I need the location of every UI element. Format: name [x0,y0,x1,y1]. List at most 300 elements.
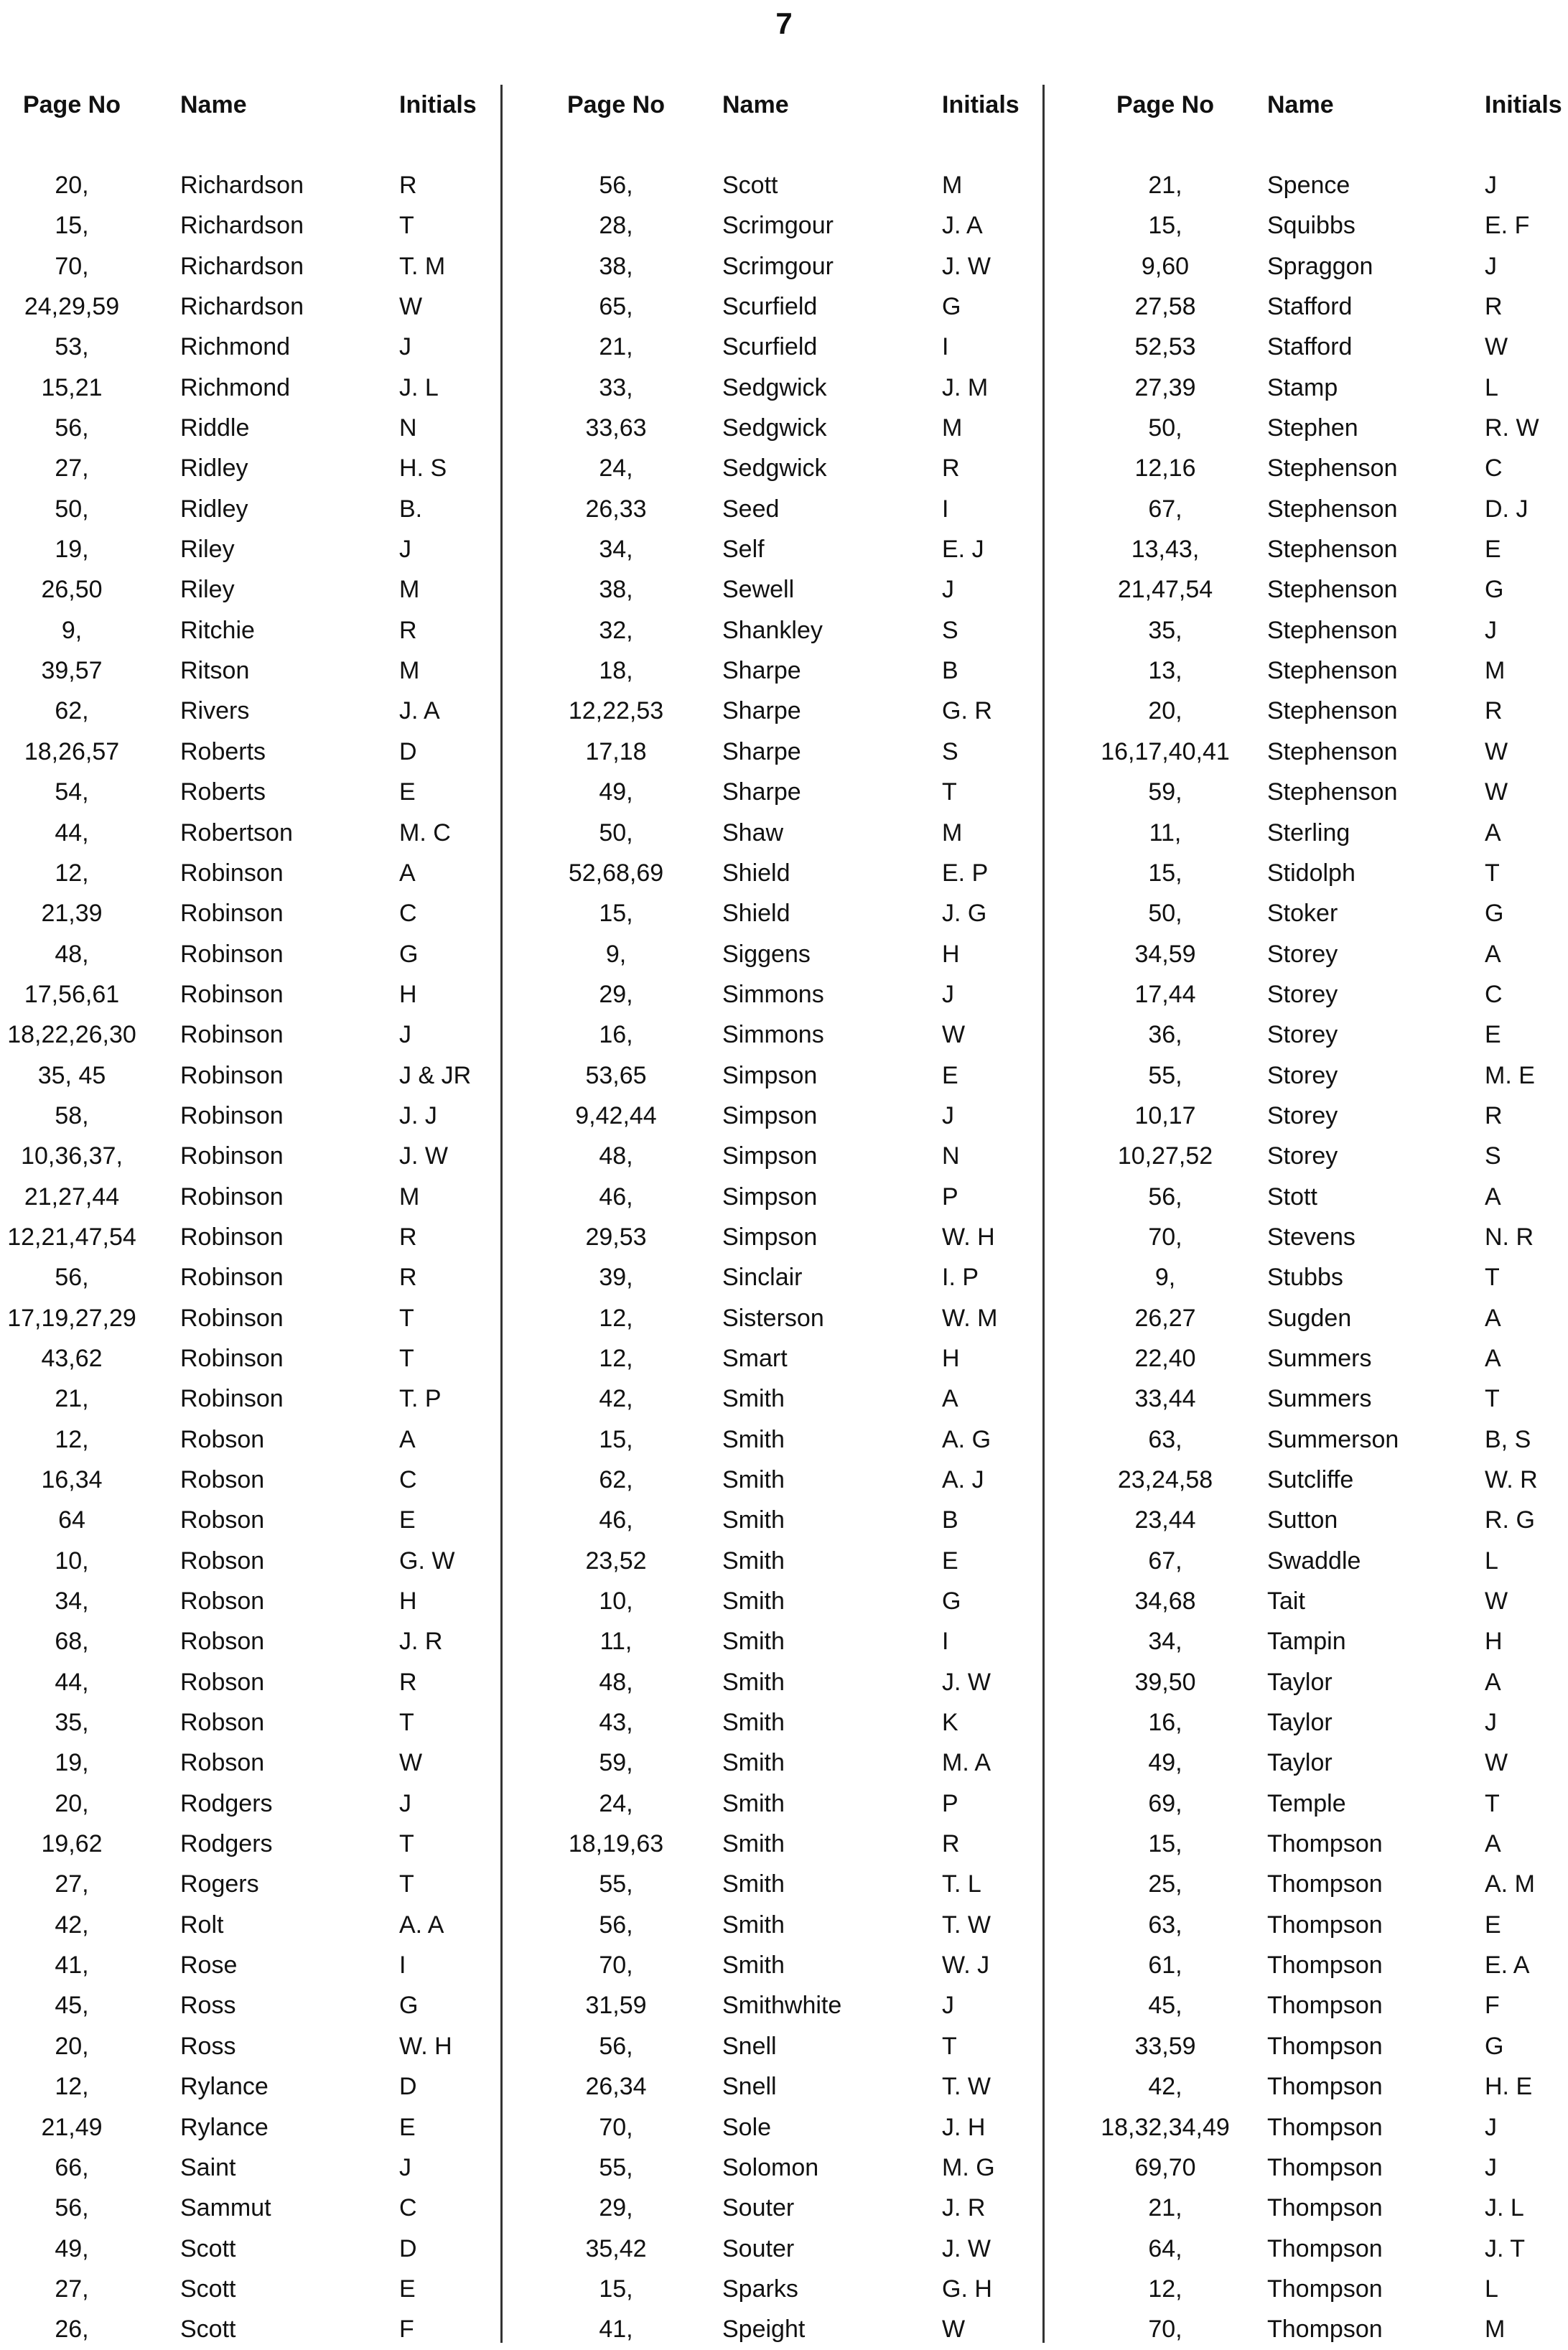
entry-page-numbers: 27,39 [1134,373,1196,401]
entry-initials: T. P [399,1385,442,1413]
entry-page-numbers: 21, [599,333,633,361]
index-entry-row [530,1338,1047,1379]
entry-surname: Sterling [1267,819,1350,847]
entry-page-numbers: 18,19,63 [568,1830,664,1858]
entry-surname: Souter [722,2234,795,2262]
entry-initials: C [399,1466,417,1493]
entry-surname: Smith [722,1870,785,1898]
entry-initials: J. J [399,1101,437,1129]
entry-initials: D. J [1485,495,1529,523]
index-entry-row [1068,934,1568,974]
index-entry-row [530,2107,1047,2148]
entry-initials: C [399,2194,417,2222]
index-entry-row [1068,448,1568,488]
index-entry-row [1068,1136,1568,1176]
entry-initials: A [1485,1344,1501,1372]
entry-surname: Stephenson [1267,536,1398,564]
index-entry-row [530,1257,1047,1297]
index-entry-row [530,165,1047,205]
index-entry-row [530,772,1047,812]
entry-surname: Smithwhite [722,1992,842,2020]
entry-initials: P [942,1183,958,1211]
index-entry-row [1068,2026,1568,2066]
index-entry-row [530,408,1047,448]
header-name: Name [722,91,789,118]
index-entry-row [530,1662,1047,1702]
entry-initials: E. P [942,859,989,887]
entry-surname: Rolt [180,1911,224,1939]
index-column-2 [530,85,1047,2344]
entry-page-numbers: 41, [55,1952,89,1980]
entry-page-numbers: 59, [1148,778,1182,806]
index-entry-row [0,286,503,327]
entry-surname: Stephenson [1267,697,1398,725]
entry-page-numbers: 22,40 [1134,1344,1196,1372]
entry-page-numbers: 21,47,54 [1117,576,1213,604]
entry-surname: Stott [1267,1183,1317,1211]
entry-surname: Richardson [180,212,304,240]
entry-page-numbers: 11, [1149,819,1182,847]
entry-initials: T. M [399,252,446,280]
index-entry-row [0,1015,503,1055]
entry-surname: Robinson [180,1223,284,1251]
entry-initials: W [1485,1587,1508,1615]
entry-initials: R [1485,697,1503,725]
entry-surname: Storey [1267,1061,1338,1089]
entry-initials: N [942,1142,960,1170]
entry-initials: J [942,1101,954,1129]
index-entry-row [530,1945,1047,1985]
entry-initials: T [942,2032,957,2060]
index-entry-row [1068,974,1568,1015]
entry-page-numbers: 36, [1148,1021,1182,1049]
entry-surname: Summers [1267,1344,1372,1372]
entry-page-numbers: 48, [599,1142,633,1170]
entry-initials: J. G [942,900,987,928]
index-entry-row [0,165,503,205]
entry-initials: T [399,1830,414,1858]
entry-initials: J [399,2153,411,2181]
entry-surname: Robson [180,1709,265,1737]
entry-initials: L [1485,1547,1498,1575]
entry-page-numbers: 49, [599,778,633,806]
entry-initials: J. T [1485,2234,1526,2262]
entry-page-numbers: 38, [599,576,633,604]
entry-page-numbers: 53,65 [585,1061,647,1089]
entry-page-numbers: 69,70 [1134,2153,1196,2181]
entry-surname: Tait [1267,1587,1305,1615]
entry-initials: M [1485,657,1506,685]
entry-surname: Stephen [1267,414,1358,442]
entry-initials: A [399,859,416,887]
entry-initials: T [399,212,414,240]
entry-page-numbers: 21, [55,1385,89,1413]
header-page-no: Page No [1116,91,1215,118]
entry-surname: Smith [722,1709,785,1737]
entry-page-numbers: 9, [605,940,627,968]
entry-page-numbers: 52,53 [1134,333,1196,361]
index-entry-row [1068,651,1568,691]
entry-page-numbers: 23,52 [585,1547,647,1575]
entry-initials: G [942,293,961,321]
entry-page-numbers: 10, [55,1547,89,1575]
entry-surname: Rodgers [180,1830,273,1858]
index-entry-row [0,1217,503,1257]
page-number: 7 [775,6,793,40]
index-entry-row [530,1460,1047,1500]
entry-initials: M [399,1183,420,1211]
entry-page-numbers: 70, [1148,1223,1182,1251]
entry-surname: Sharpe [722,778,801,806]
entry-surname: Sisterson [722,1304,824,1332]
entry-surname: Simpson [722,1183,818,1211]
index-entry-row [0,1298,503,1338]
entry-surname: Shield [722,900,790,928]
entry-initials: A [1485,1183,1501,1211]
entry-initials: N [399,414,417,442]
entry-page-numbers: 19, [55,536,89,564]
entry-surname: Scott [180,2234,236,2262]
index-entry-row [1068,1945,1568,1985]
entry-surname: Sedgwick [722,454,827,482]
entry-initials: A. J [942,1466,984,1493]
index-entry-row [1068,327,1568,367]
entry-surname: Stephenson [1267,737,1398,765]
entry-surname: Ross [180,2032,236,2060]
entry-surname: Riley [180,576,235,604]
entry-page-numbers: 70, [1148,2316,1182,2344]
entry-page-numbers: 12, [599,1344,633,1372]
entry-surname: Saint [180,2153,236,2181]
entry-initials: R. W [1485,414,1539,442]
entry-page-numbers: 24, [599,1789,633,1817]
index-entry-row [0,489,503,529]
index-entry-row [0,1784,503,1824]
entry-surname: Taylor [1267,1668,1333,1696]
entry-page-numbers: 35, [1148,616,1182,644]
entry-surname: Simpson [722,1142,818,1170]
entry-initials: K [942,1709,958,1737]
entry-initials: J [1485,616,1497,644]
entry-initials: R [399,1223,417,1251]
entry-page-numbers: 39, [599,1264,633,1292]
entry-initials: W [1485,333,1508,361]
entry-page-numbers: 23,44 [1134,1506,1196,1534]
index-entry-row [0,1460,503,1500]
index-entry-row [1068,691,1568,731]
entry-page-numbers: 21,27,44 [24,1183,120,1211]
entry-initials: G [1485,2032,1504,2060]
entry-initials: B [942,1506,958,1534]
entry-surname: Shaw [722,819,784,847]
index-entry-row [530,2229,1047,2269]
index-entry-row [0,1379,503,1419]
entry-initials: T. W [942,2073,991,2101]
entry-initials: H. E [1485,2073,1533,2101]
entry-page-numbers: 46, [599,1183,633,1211]
entry-surname: Thompson [1267,1830,1383,1858]
entry-surname: Robinson [180,940,284,968]
index-entry-row [1068,569,1568,610]
index-entry-row [1068,853,1568,893]
entry-page-numbers: 45, [55,1992,89,2020]
index-entry-row [1068,1055,1568,1096]
index-entry-row [1068,489,1568,529]
entry-page-numbers: 12,16 [1134,454,1196,482]
entry-surname: Scurfield [722,333,818,361]
entry-initials: W. M [942,1304,998,1332]
index-entry-row [0,327,503,367]
entry-initials: M. A [942,1749,991,1777]
entry-surname: Stamp [1267,373,1338,401]
entry-page-numbers: 20, [55,2032,89,2060]
entry-page-numbers: 15, [1148,1830,1182,1858]
index-entry-row [0,651,503,691]
entry-surname: Roberts [180,778,266,806]
entry-page-numbers: 39,50 [1134,1668,1196,1696]
entry-initials: J [399,1021,411,1049]
entry-page-numbers: 46, [599,1506,633,1534]
entry-initials: R. G [1485,1506,1535,1534]
entry-page-numbers: 68, [55,1628,89,1656]
index-entry-row [1068,1460,1568,1500]
entry-surname: Smith [722,1749,785,1777]
header-name: Name [180,91,247,118]
entry-page-numbers: 12,21,47,54 [7,1223,136,1251]
entry-initials: T [399,1344,414,1372]
index-entry-row [1068,1621,1568,1661]
index-entry-row [530,2188,1047,2228]
index-entry-row [0,1621,503,1661]
entry-page-numbers: 50, [1148,414,1182,442]
entry-surname: Summers [1267,1385,1372,1413]
header-page-no: Page No [22,91,121,118]
entry-page-numbers: 27, [55,1870,89,1898]
entry-surname: Richmond [180,373,291,401]
entry-initials: R [399,1668,417,1696]
entry-surname: Stoker [1267,900,1338,928]
entry-page-numbers: 55, [1148,1061,1182,1089]
entry-initials: J. L [1485,2194,1524,2222]
entry-initials: G [399,1992,419,2020]
entry-page-numbers: 24,29,59 [24,293,120,321]
entry-initials: J. L [399,373,439,401]
entry-page-numbers: 34,68 [1134,1587,1196,1615]
index-entry-row [1068,813,1568,853]
index-entry-row [530,732,1047,772]
entry-initials: H [399,1587,417,1615]
entry-page-numbers: 13,43, [1131,536,1200,564]
index-entry-row [1068,1702,1568,1743]
entry-page-numbers: 20, [55,1789,89,1817]
entry-initials: B [942,657,958,685]
entry-surname: Roberts [180,737,266,765]
index-entry-row [530,569,1047,610]
entry-initials: J. W [942,2234,991,2262]
entry-initials: W [399,1749,423,1777]
index-entry-row [530,205,1047,246]
entry-page-numbers: 56, [55,414,89,442]
entry-surname: Robinson [180,1183,284,1211]
index-entry-row [1068,205,1568,246]
entry-page-numbers: 13, [1148,657,1182,685]
entry-surname: Smith [722,1425,785,1453]
entry-surname: Simpson [722,1223,818,1251]
entry-surname: Ridley [180,454,248,482]
entry-page-numbers: 27,58 [1134,293,1196,321]
entry-page-numbers: 29,53 [585,1223,647,1251]
entry-initials: J. H [942,2113,986,2141]
entry-initials: C [1485,454,1503,482]
entry-surname: Tampin [1267,1628,1346,1656]
entry-page-numbers: 42, [599,1385,633,1413]
entry-surname: Robinson [180,1344,284,1372]
entry-initials: C [399,900,417,928]
entry-surname: Simpson [722,1101,818,1129]
entry-initials: R [399,1264,417,1292]
column-header-row [1068,85,1568,125]
entry-initials: J. R [942,2194,986,2222]
entry-surname: Robinson [180,1142,284,1170]
index-entry-row [0,569,503,610]
entry-initials: A [1485,819,1501,847]
entry-initials: A [1485,1830,1501,1858]
entry-surname: Shield [722,859,790,887]
entry-initials: I [399,1952,406,1980]
entry-surname: Robson [180,1749,265,1777]
entry-initials: W. R [1485,1466,1538,1493]
entry-page-numbers: 26,34 [585,2073,647,2101]
entry-page-numbers: 9, [61,616,83,644]
entry-surname: Robinson [180,1021,284,1049]
entry-initials: A [1485,940,1501,968]
entry-surname: Sole [722,2113,772,2141]
entry-surname: Stephenson [1267,616,1398,644]
index-entry-row [1068,1338,1568,1379]
index-entry-row [0,1257,503,1297]
entry-surname: Stephenson [1267,657,1398,685]
entry-initials: A. A [399,1911,444,1939]
entry-page-numbers: 24, [599,454,633,482]
index-entry-row [1068,1379,1568,1419]
header-page-no: Page No [566,91,666,118]
entry-surname: Simmons [722,980,824,1008]
entry-initials: G. H [942,2275,992,2303]
index-entry-row [0,813,503,853]
entry-surname: Smith [722,1466,785,1493]
entry-initials: I. P [942,1264,979,1292]
index-entry-row [0,1864,503,1904]
index-entry-row [1068,2066,1568,2107]
entry-initials: E [399,2275,416,2303]
entry-page-numbers: 15, [599,900,633,928]
index-entry-row [530,1985,1047,2025]
entry-page-numbers: 55, [599,2153,633,2181]
entry-initials: H [399,980,417,1008]
entry-surname: Thompson [1267,1992,1383,2020]
index-entry-row [1068,2229,1568,2269]
entry-surname: Rodgers [180,1789,273,1817]
entry-initials: S [1485,1142,1501,1170]
entry-page-numbers: 70, [599,1952,633,1980]
entry-initials: M [942,819,963,847]
entry-surname: Solomon [722,2153,819,2181]
entry-initials: E. F [1485,212,1530,240]
entry-page-numbers: 16,17,40,41 [1101,737,1230,765]
index-entry-row [530,2148,1047,2188]
index-entry-row [1068,1298,1568,1338]
entry-initials: N. R [1485,1223,1534,1251]
entry-surname: Stafford [1267,333,1353,361]
index-entry-row [0,691,503,731]
index-entry-row [530,368,1047,408]
index-entry-row [0,205,503,246]
index-entry-row [0,974,503,1015]
entry-page-numbers: 34, [55,1587,89,1615]
entry-surname: Smith [722,1668,785,1696]
entry-page-numbers: 44, [55,1668,89,1696]
entry-initials: R [942,1830,960,1858]
entry-page-numbers: 63, [1148,1425,1182,1453]
entry-initials: M [942,172,963,199]
index-entry-row [1068,1096,1568,1136]
index-entry-row [530,327,1047,367]
index-entry-row [0,1541,503,1581]
entry-initials: T. L [942,1870,981,1898]
index-entry-row [530,286,1047,327]
entry-surname: Smart [722,1344,788,1372]
entry-surname: Temple [1267,1789,1346,1817]
entry-page-numbers: 43,62 [41,1344,103,1372]
entry-page-numbers: 52,68,69 [568,859,664,887]
index-entry-row [530,2066,1047,2107]
index-entry-row [1068,246,1568,286]
index-entry-row [0,732,503,772]
index-entry-row [530,1419,1047,1460]
entry-initials: J [1485,2113,1497,2141]
entry-page-numbers: 10, [599,1587,633,1615]
entry-initials: M [399,576,420,604]
entry-surname: Richmond [180,333,291,361]
entry-page-numbers: 21,49 [41,2113,103,2141]
entry-surname: Stephenson [1267,495,1398,523]
index-entry-row [530,448,1047,488]
index-entry-row [0,2188,503,2228]
entry-initials: J [1485,172,1497,199]
entry-surname: Smith [722,1587,785,1615]
entry-surname: Stidolph [1267,859,1355,887]
entry-initials: J [399,536,411,564]
entry-initials: J & JR [399,1061,472,1089]
index-entry-row [0,2066,503,2107]
entry-initials: J. W [399,1142,448,1170]
entry-page-numbers: 42, [1148,2073,1182,2101]
entry-page-numbers: 12, [55,2073,89,2101]
entry-surname: Thompson [1267,2275,1383,2303]
entry-initials: J [1485,2153,1497,2181]
index-entry-row [1068,1784,1568,1824]
entry-initials: E [399,1506,416,1534]
index-entry-row [1068,1257,1568,1297]
entry-initials: S [942,616,958,644]
entry-initials: D [399,737,417,765]
index-column-3 [1068,85,1568,2344]
index-entry-row [1068,732,1568,772]
entry-initials: J [399,333,411,361]
entry-page-numbers: 44, [55,819,89,847]
entry-page-numbers: 17,19,27,29 [7,1304,136,1332]
index-entry-row [530,1581,1047,1621]
